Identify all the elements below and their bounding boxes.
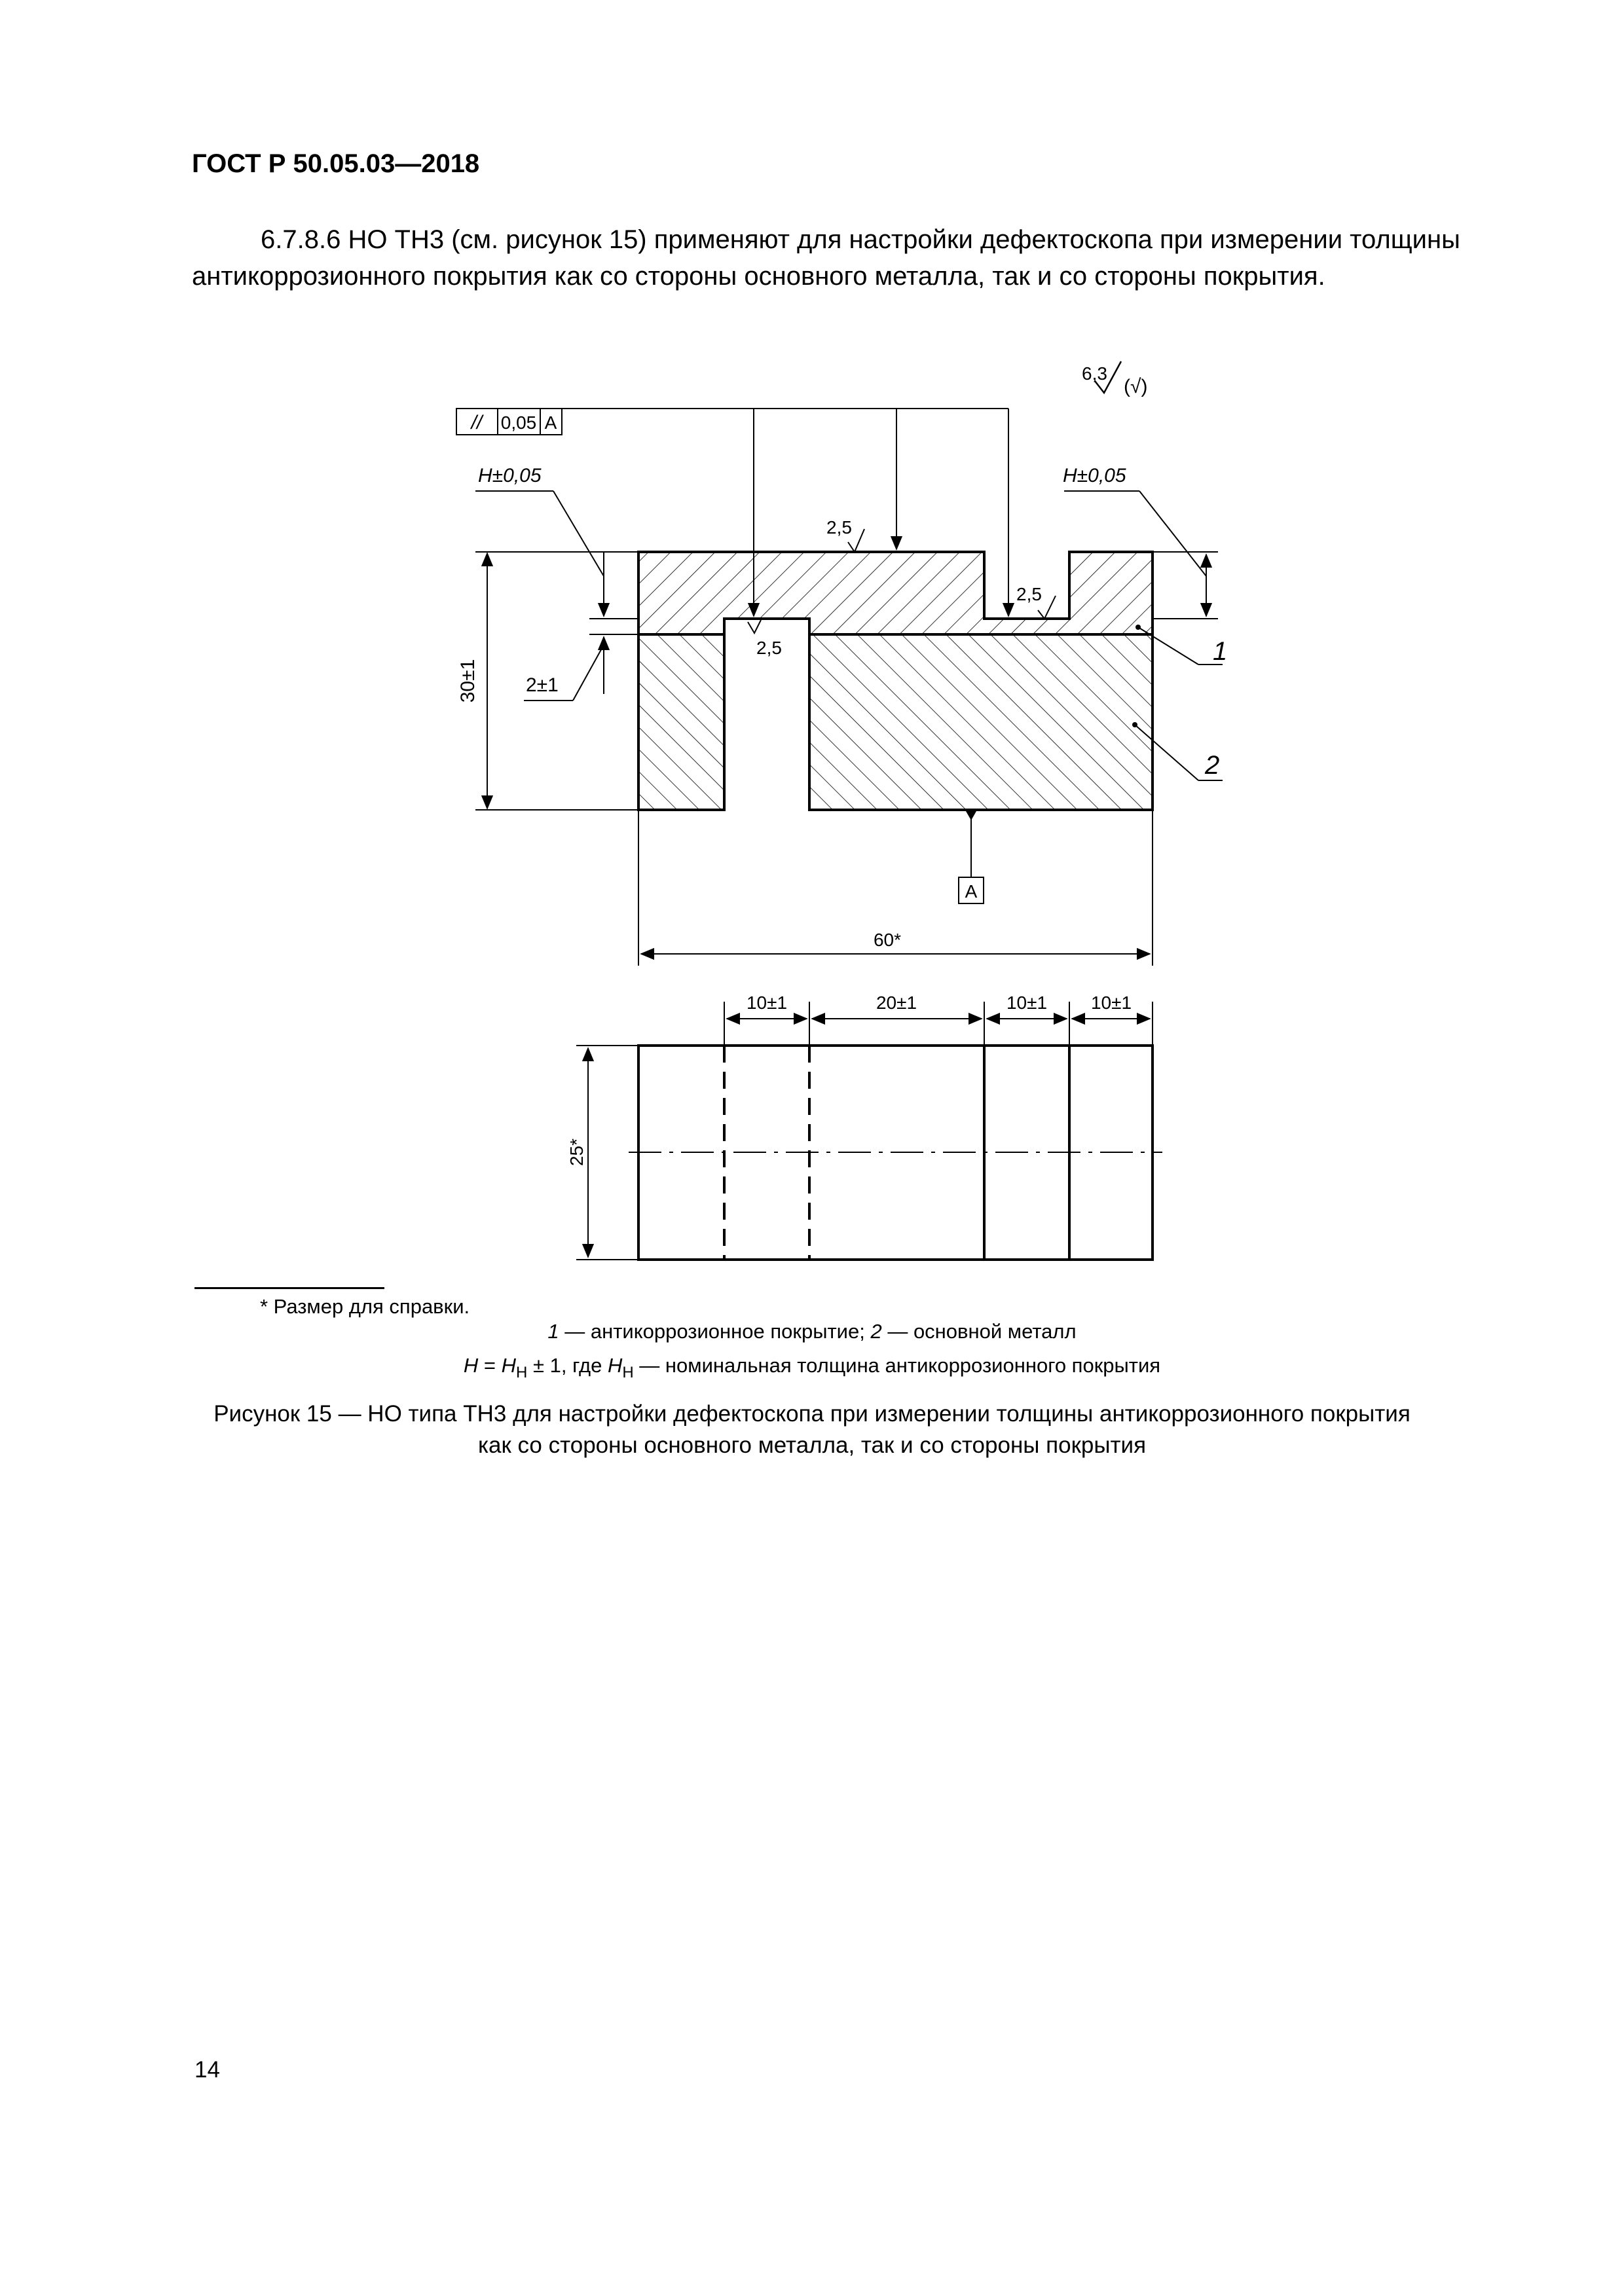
tolerance-value: 0,05 [500,412,537,433]
footnote: * Размер для справки. [260,1295,470,1318]
roughness-symbol-main [1082,361,1147,397]
height-label: 30±1 [457,659,479,703]
caption-line-2: как со стороны основного металла, так и со стороны покрытия [477,1432,1147,1458]
coating-layer [638,552,1153,634]
parallelism-symbol: // [471,412,483,433]
dim-label-3: 10±1 [1006,993,1048,1013]
svg-text:2,5: 2,5 [756,638,782,658]
roughness-paren: (√) [1124,376,1148,397]
base-metal [638,634,1153,810]
h-right-label: H±0,05 [1063,465,1126,486]
paragraph-line-1: 6.7.8.6 НО ТН3 (см. рисунок 15) применяют для настройки дефектоскопа при измерении толщины [261,225,1460,254]
document-header: ГОСТ Р 50.05.03—2018 [192,149,480,178]
svg-text:2,5: 2,5 [826,517,852,538]
depth-dimension [566,1046,638,1260]
svg-text:A: A [965,881,978,902]
roughness-value: 6,3 [1082,363,1107,384]
svg-text:2,5: 2,5 [1016,584,1042,604]
legend-line-2: $H = H_Н \pm 1$, где $H_Н$ — номинальная толщина антикоррозионного покрытия [463,1354,1161,1381]
datum-a [959,811,984,903]
roughness-top [826,517,864,552]
plan-view [629,1046,1162,1260]
svg-text:1: 1 [1213,637,1228,666]
width-label: 60* [873,930,902,950]
dim-label-2: 20±1 [876,993,917,1013]
svg-text:2: 2 [1205,751,1220,780]
page-number: 14 [194,2057,220,2083]
caption-line-1: Рисунок 15 — НО типа ТН3 для настройки дефектоскопа при измерении толщины антикоррозионного покрытия [213,1401,1411,1427]
figure-caption [0,1398,1624,1461]
legend-line-1: 1 — антикоррозионное покрытие; 2 — основной металл [547,1320,1077,1343]
depth-label: 25* [566,1138,587,1167]
roughness-slot [748,620,782,658]
h-left-label: H±0,05 [478,465,542,486]
dim-label-4: 10±1 [1090,993,1132,1013]
thickness-label: 2±1 [526,674,559,696]
plan-dimensions [724,993,1153,1046]
footnote-rule [194,1287,384,1289]
dim-label-1: 10±1 [746,993,788,1013]
roughness-groove [1016,584,1056,619]
paragraph-line-2: антикоррозионного покрытия как со стороны основного металла, так и со стороны покрытия. [192,262,1325,291]
h-thickness-dimension-left [475,465,638,701]
tolerance-datum: A [544,412,557,433]
width-dimension [638,810,1153,966]
